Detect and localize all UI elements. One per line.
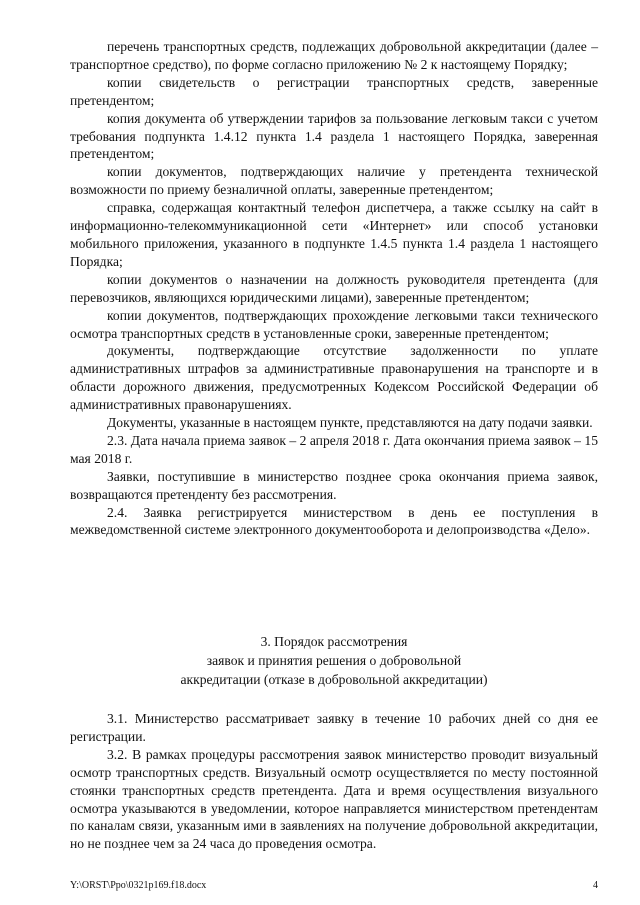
paragraph: документы, подтверждающие отсутствие задолженности по уплате административных штрафов за административные правонарушения на транспорте и в области дорожного движения, предусмотренных Кодексом Российской Федерации об административных правонарушениях.	[70, 343, 598, 413]
section-heading-line: 3. Порядок рассмотрения	[260, 634, 408, 649]
paragraph: перечень транспортных средств, подлежащих добровольной аккредитации (далее – транспортное средство), по форме согласно приложению № 2 к настоящему Порядку;	[70, 39, 598, 72]
paragraph: справка, содержащая контактный телефон диспетчера, а также ссылку на сайт в информационно-телекоммуникационной сети «Интернет» или способ установки мобильного приложения, указанного в подпункте 1.4.5 пункта 1.4 раздела 1 настоящего Порядка;	[70, 200, 598, 269]
paragraph: копии документов, подтверждающих прохождение легковыми такси технического осмотра транспортных средств в установленные сроки, заверенные претендентом;	[70, 307, 598, 341]
paragraph: копии свидетельств о регистрации транспортных средств, заверенные претендентом;	[70, 74, 598, 108]
paragraph: копии документов о назначении на должность руководителя претендента (для перевозчиков, являющихся юридическими лицами), заверенные претендентом;	[70, 271, 598, 305]
paragraph: 3.1. Министерство рассматривает заявку в течение 10 рабочих дней со дня ее регистрации.	[70, 711, 598, 744]
paragraph: 2.4. Заявка регистрируется министерством в день ее поступления в межведомственной системе электронного документооборота и делопроизводства «Дело».	[70, 504, 598, 538]
paragraph: 3.2. В рамках процедуры рассмотрения заявок министерство проводит визуальный осмотр транспортных средств. Визуальный осмотр осуществляется по месту постоянной стоянки транспортных средств претендента. Дата и время осуществления визуального осмотра указываются в уведомлении, которое направляется министерством претендентам по каналам связи, указанным ими в заявлениях на получение добровольной аккредитации, но не позднее чем за 24 часа до проведения осмотра.	[70, 746, 598, 852]
section-heading	[70, 632, 598, 689]
paragraph: копии документов, подтверждающих наличие у претендента технической возможности по приему безналичной оплаты, заверенные претендентом;	[70, 164, 598, 198]
paragraph: 2.3. Дата начала приема заявок – 2 апреля 2018 г. Дата окончания приема заявок – 15 мая 2018 г.	[70, 432, 598, 466]
paragraph: Заявки, поступившие в министерство позднее срока окончания приема заявок, возвращаются претенденту без рассмотрения.	[70, 468, 598, 502]
body-text-top	[70, 38, 598, 539]
paragraph: Документы, указанные в настоящем пункте, представляются на дату подачи заявки.	[107, 415, 593, 431]
section-heading-line: заявок и принятия решения о добровольной	[206, 653, 462, 668]
file-path: Y:\ORST\Ppo\0321p169.f18.docx	[70, 880, 207, 891]
page-number: 4	[593, 880, 598, 891]
body-text-bottom	[70, 710, 598, 853]
section-heading-line: аккредитации (отказе в добровольной аккредитации)	[180, 672, 488, 687]
paragraph: копия документа об утверждении тарифов за пользование легковым такси с учетом требования подпункта 1.4.12 пункта 1.4 раздела 1 настоящего Порядка, заверенная претендентом;	[70, 110, 598, 162]
